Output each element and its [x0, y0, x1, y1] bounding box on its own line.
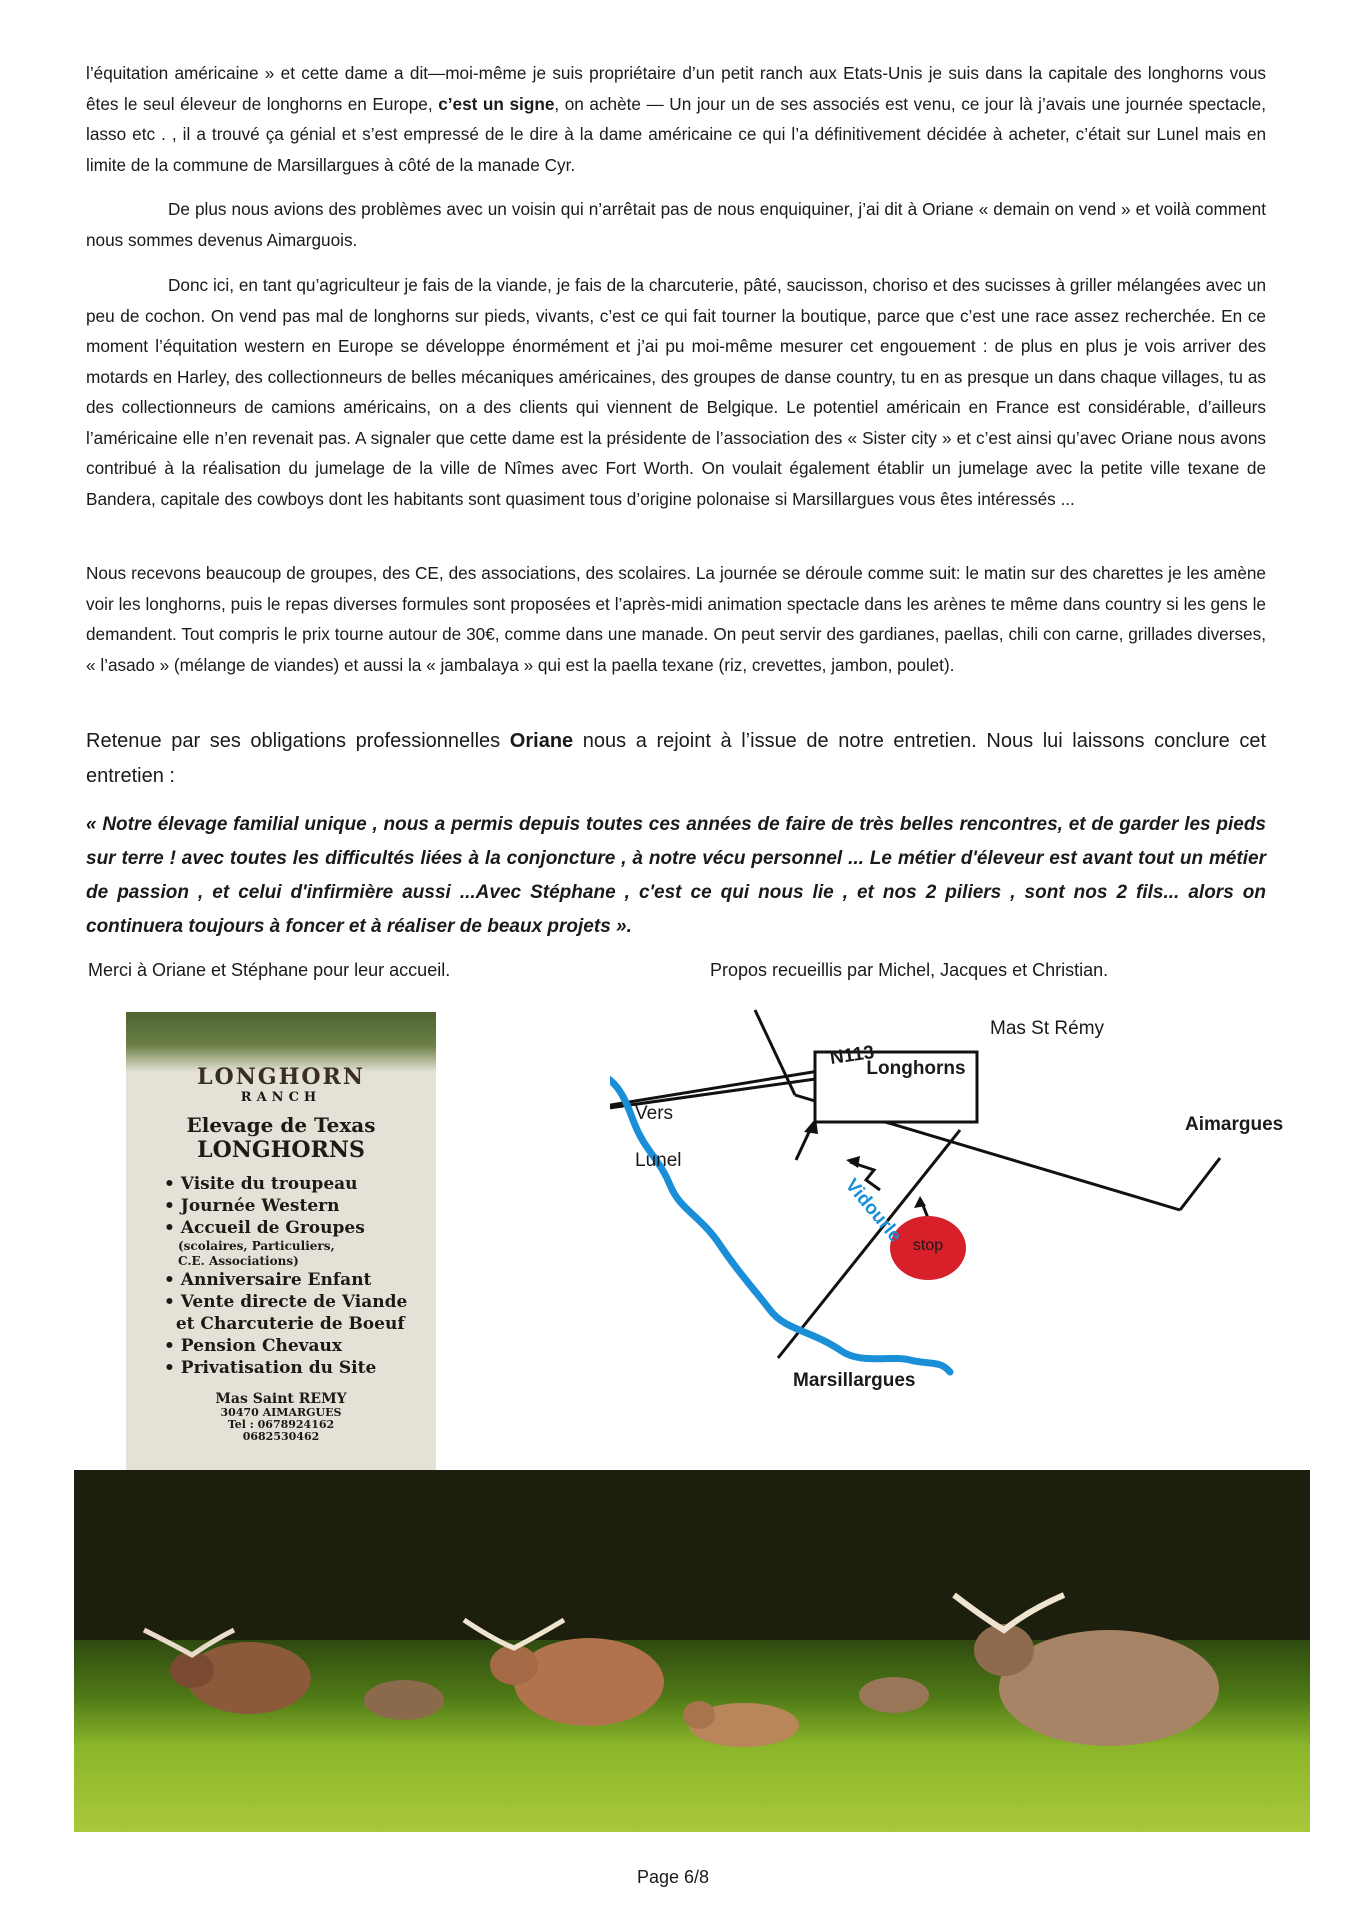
- sign-phone-2: 0682530462: [242, 1430, 320, 1443]
- sign-item: • Vente directe de Viande: [164, 1292, 408, 1312]
- sign-text-block: [126, 1064, 436, 1443]
- paragraph-oriane-intro: [86, 724, 1266, 794]
- sign-phone-1: Tel : 0678924162: [227, 1418, 335, 1431]
- sign-brand: LONGHORN: [197, 1064, 365, 1090]
- longhorn-herd-photo: [74, 1470, 1310, 1832]
- map-label-mas: Mas St Rémy: [990, 1018, 1105, 1039]
- sign-ranch: RANCH: [240, 1090, 322, 1105]
- arrow-to-ranch: [796, 1130, 810, 1160]
- stop-pointer-head: [914, 1196, 926, 1208]
- paragraph-text: Retenue par ses obligations professionnelles: [86, 730, 501, 752]
- paragraph-ranch-purchase: [86, 58, 1266, 180]
- sign-item: • Journée Western: [164, 1196, 340, 1216]
- sign-services-list: [126, 1173, 436, 1379]
- sign-title-1: Elevage de Texas: [186, 1113, 376, 1137]
- sign-subitem: (scolaires, Particuliers,: [178, 1239, 335, 1253]
- page-number: Page 6/8: [636, 1867, 710, 1887]
- map-label-road: N113: [828, 1042, 876, 1069]
- paragraph-text: l’équitation américaine » et cette dame a dit—moi-même je suis propriétaire d’un petit ranch aux Etats-Unis je suis dans la capitale des longhorns vous êtes le seul éleveur de longhorns en Europe,: [86, 63, 1266, 114]
- sign-address-name: Mas Saint REMY: [215, 1391, 347, 1407]
- oriane-quote: « Notre élevage familial unique , nous a permis depuis toutes ces années de faire de très belles rencontres, et de garder les pieds sur terre ! avec toutes les difficultés liées à la conjoncture , à notre vécu personnel ... Le métier d'éleveur est avant tout un métier de passion , et celui d'infirmière aussi ...Avec Stéphane , c'est ce qui nous lie , et nos 2 piliers , sont nos 2 fils... alors on continuera toujours à foncer et à réaliser de beaux projets ».: [86, 814, 1266, 937]
- map-label-aimargues: Aimargues: [1185, 1114, 1284, 1135]
- ranch-sign-photo: [126, 1012, 436, 1490]
- paragraph-neighbour: De plus nous avions des problèmes avec un voisin qui n’arrêtait pas de nous enquiquiner, j’ai dit à Oriane « demain on vend » et voilà comment nous sommes devenus Aimarguois.: [86, 199, 1266, 250]
- paragraph-text: nous a rejoint à l’issue de notre entretien. Nous lui laissons conclure cet entretien :: [86, 730, 1267, 787]
- paragraph-text: , on achète — Un jour un de ses associés est venu, ce jour là j’avais une journée spectacle, lasso etc . , il a trouvé ça génial et s’est empressé de le dire à la dame américaine ce qui l’a définitivement décidée à acheter, c’était sur Lunel mais en limite de la commune de Marsillargues à côté de la manade Cyr.: [86, 93, 1266, 175]
- sign-item: • Pension Chevaux: [164, 1336, 343, 1356]
- sign-address-town: 30470 AIMARGUES: [220, 1406, 342, 1419]
- authors-line: Propos recueillis par Michel, Jacques et Christian.: [710, 960, 1109, 980]
- map-label-lunel: Lunel: [635, 1150, 682, 1171]
- emphasis-oriane: Oriane: [509, 730, 574, 752]
- map-label-vers: Vers: [635, 1103, 674, 1124]
- foliage: [126, 1012, 436, 1072]
- bent-arrow-head: [846, 1156, 860, 1168]
- sign-item: • Privatisation du Site: [164, 1358, 377, 1378]
- map-label-stop: stop: [912, 1237, 944, 1254]
- map-label-river: Vidourle: [840, 1174, 906, 1247]
- road-aimargues: [1180, 1158, 1220, 1210]
- sign-title-2: LONGHORNS: [197, 1137, 365, 1163]
- sign-item: • Accueil de Groupes: [164, 1218, 365, 1238]
- sign-subitem: C.E. Associations): [178, 1254, 299, 1268]
- sign-item: et Charcuterie de Boeuf: [175, 1314, 405, 1334]
- sign-address: [126, 1391, 436, 1443]
- road-north: [755, 1010, 795, 1095]
- paragraph-groups: Nous recevons beaucoup de groupes, des CE, des associations, des scolaires. La journée se déroule comme suit: le matin sur des charettes je les amène voir les longhorns, puis le repas diverses formules sont proposées et l’après-midi animation spectacle dans les arènes te même dans country si les gens le demandent. Tout compris le prix tourne autour de 30€, comme dans une manade. On peut servir des gardianes, paellas, chili con carne, grillades diverses, « l’asado » (mélange de viandes) et aussi la « jambalaya » qui est la paella texane (riz, crevettes, jambon, poulet).: [86, 563, 1266, 675]
- emphasis-signe: c’est un signe: [438, 93, 555, 114]
- map-label-marsillargues: Marsillargues: [793, 1370, 916, 1391]
- map-label-longhorns: Longhorns: [866, 1058, 966, 1079]
- sign-item: • Visite du troupeau: [164, 1174, 358, 1194]
- paragraph-business: Donc ici, en tant qu’agriculteur je fais de la viande, je fais de la charcuterie, pâté, saucisson, choriso et des sucisses à griller mélangées avec un peu de cochon. On vend pas mal de longhorns sur pieds, vivants, c’est ce qui fait tourner la boutique, parce que c’est une race assez recherchée. En ce moment l’équitation western en Europe se développe énormément et j’ai pu moi-même mesurer cet engouement : de plus en plus je vois arriver des motards en Harley, des collectionneurs de belles mécaniques américaines, des groupes de danse country, tu en as presque un dans chaque villages, tu as des collectionneurs de camions américains, on a des clients qui viennent de Belgique. Le potentiel américain en France est considérable, d’ailleurs l’américaine elle n’en revenait pas. A signaler que cette dame est la présidente de l’association des « Sister city » et c’est ainsi qu’avec Oriane nous avons contribué à la réalisation du jumelage de la ville de Nîmes avec Fort Worth. On voulait également établir un jumelage avec la petite ville texane de Bandera, capitale des cowboys dont les habitants sont quasiment tous d’origine polonaise si Marsillargues vous êtes intéressés ...: [86, 275, 1266, 509]
- thanks-line: Merci à Oriane et Stéphane pour leur accueil.: [88, 960, 451, 980]
- sign-item: • Anniversaire Enfant: [164, 1270, 372, 1290]
